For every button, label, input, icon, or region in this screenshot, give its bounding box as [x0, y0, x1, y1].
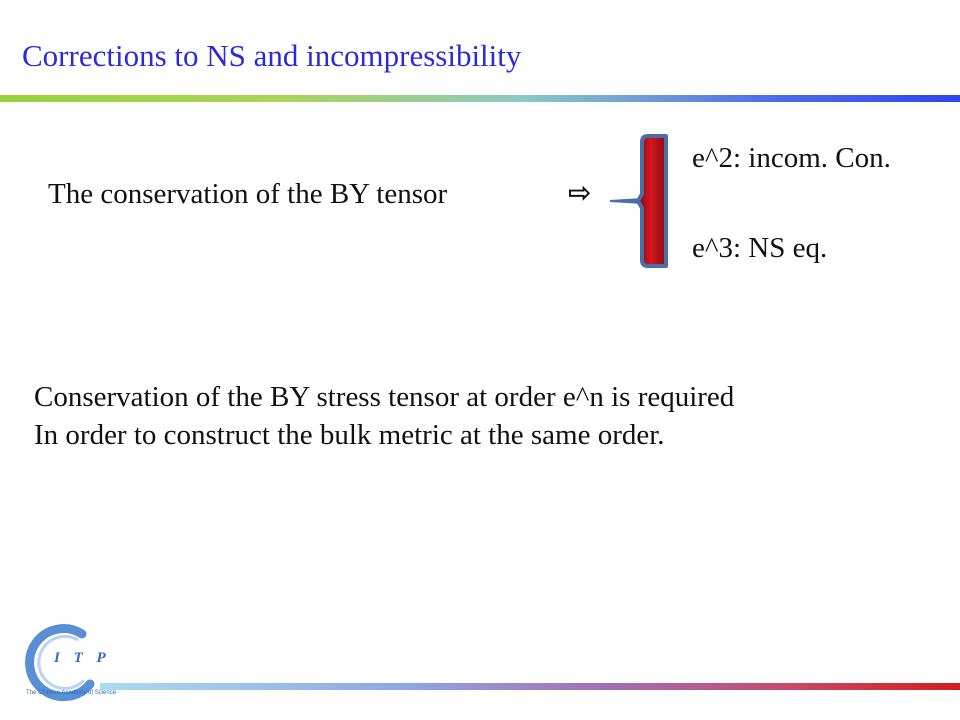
title-underline: [0, 95, 960, 102]
slide-title: Corrections to NS and incompressibility: [22, 38, 522, 73]
lead-statement: The conservation of the BY tensor: [48, 178, 448, 210]
logo-caption: The Chinese Academy of Science: [26, 690, 117, 696]
body-line-2: In order to construct the bulk metric at the same order.: [34, 419, 665, 451]
case-order-2: e^2: incom. Con.: [692, 142, 891, 174]
double-right-arrow-icon: ⇨: [568, 176, 592, 209]
body-line-1: Conservation of the BY stress tensor at order e^n is required: [34, 381, 735, 413]
bracket-icon: [608, 134, 680, 268]
logo-text: I T P: [54, 650, 111, 666]
case-order-3: e^3: NS eq.: [692, 232, 828, 264]
body-paragraph: [34, 378, 734, 454]
footer-rule: [100, 683, 960, 690]
